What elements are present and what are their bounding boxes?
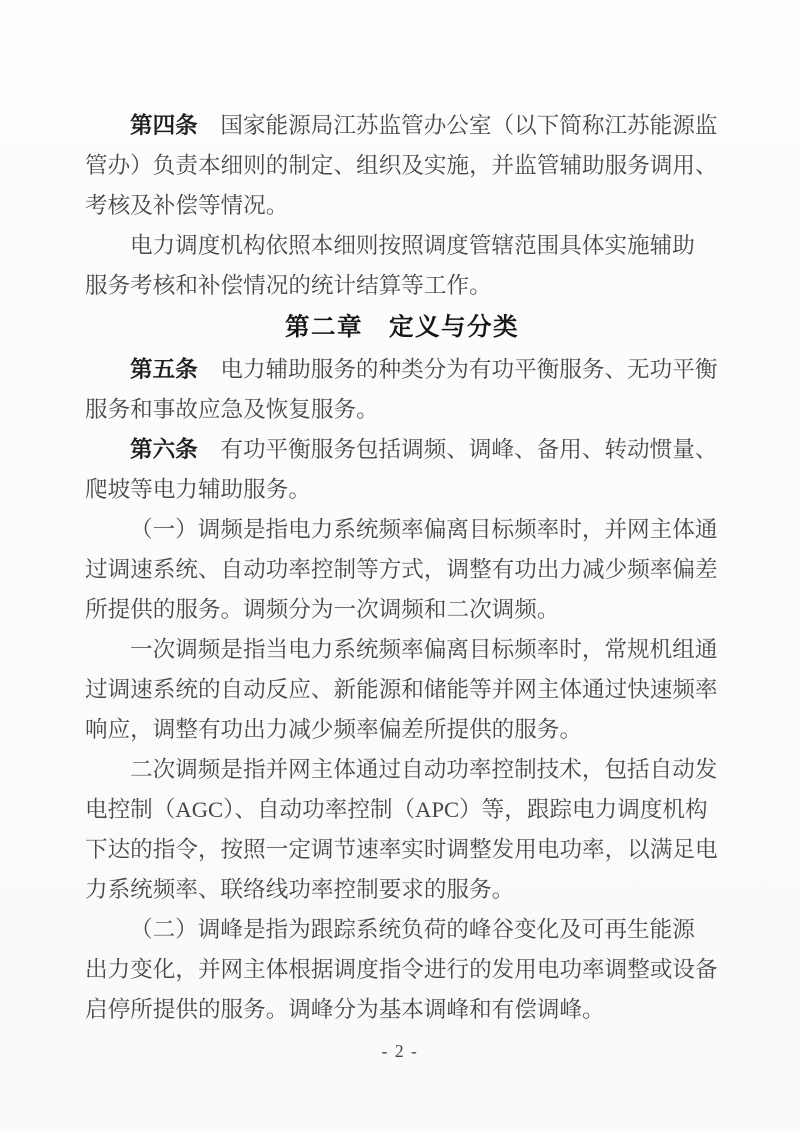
text-line: 启停所提供的服务。调峰分为基本调峰和有偿调峰。 — [85, 997, 605, 1022]
text-line: 第四条 国家能源局江苏监管办公室（以下简称江苏能源监 — [130, 113, 718, 138]
text-line: 过调速系统、自动功率控制等方式，调整有功出力减少频率偏差 — [85, 557, 718, 582]
text-line: 一次调频是指当电力系统频率偏离目标频率时，常规机组通 — [130, 637, 718, 662]
text-line: 爬坡等电力辅助服务。 — [85, 477, 311, 502]
text-line: 电控制（AGC）、自动功率控制（APC）等，跟踪电力调度机构 — [85, 797, 708, 822]
text-line: （一）调频是指电力系统频率偏离目标频率时，并网主体通 — [130, 517, 718, 542]
text-line: 第六条 有功平衡服务包括调频、调峰、备用、转动惯量、 — [130, 437, 718, 462]
article-number: 第五条 — [130, 357, 198, 382]
text-line: 二次调频是指并网主体通过自动功率控制技术，包括自动发 — [130, 757, 718, 782]
text-line: 考核及补偿等情况。 — [85, 193, 289, 218]
text-line: 出力变化，并网主体根据调度指令进行的发用电功率调整或设备 — [85, 957, 718, 982]
article-number: 第六条 — [130, 437, 198, 462]
article-number: 第四条 — [130, 113, 198, 138]
text-line: 响应，调整有功出力减少频率偏差所提供的服务。 — [85, 717, 583, 742]
text-line: 过调速系统的自动反应、新能源和储能等并网主体通过快速频率 — [85, 677, 718, 702]
text-line: 所提供的服务。调频分为一次调频和二次调频。 — [85, 597, 560, 622]
chapter-heading: 第二章 定义与分类 — [285, 314, 519, 341]
text-line: 管办）负责本细则的制定、组织及实施，并监管辅助服务调用、 — [85, 153, 718, 178]
text-line: 服务和事故应急及恢复服务。 — [85, 397, 379, 422]
text-line: 电力调度机构依照本细则按照调度管辖范围具体实施辅助 — [130, 233, 695, 258]
text-line: 下达的指令，按照一定调节速率实时调整发用电功率，以满足电 — [85, 837, 718, 862]
text-line: 服务考核和补偿情况的统计结算等工作。 — [85, 273, 492, 298]
document-body — [85, 106, 719, 1030]
text-line: 力系统频率、联络线功率控制要求的服务。 — [85, 877, 515, 902]
text-line: （二）调峰是指为跟踪系统负荷的峰谷变化及可再生能源 — [130, 917, 695, 942]
text-line: 第五条 电力辅助服务的种类分为有功平衡服务、无功平衡 — [130, 357, 718, 382]
page-number: - 2 - — [381, 1041, 419, 1061]
